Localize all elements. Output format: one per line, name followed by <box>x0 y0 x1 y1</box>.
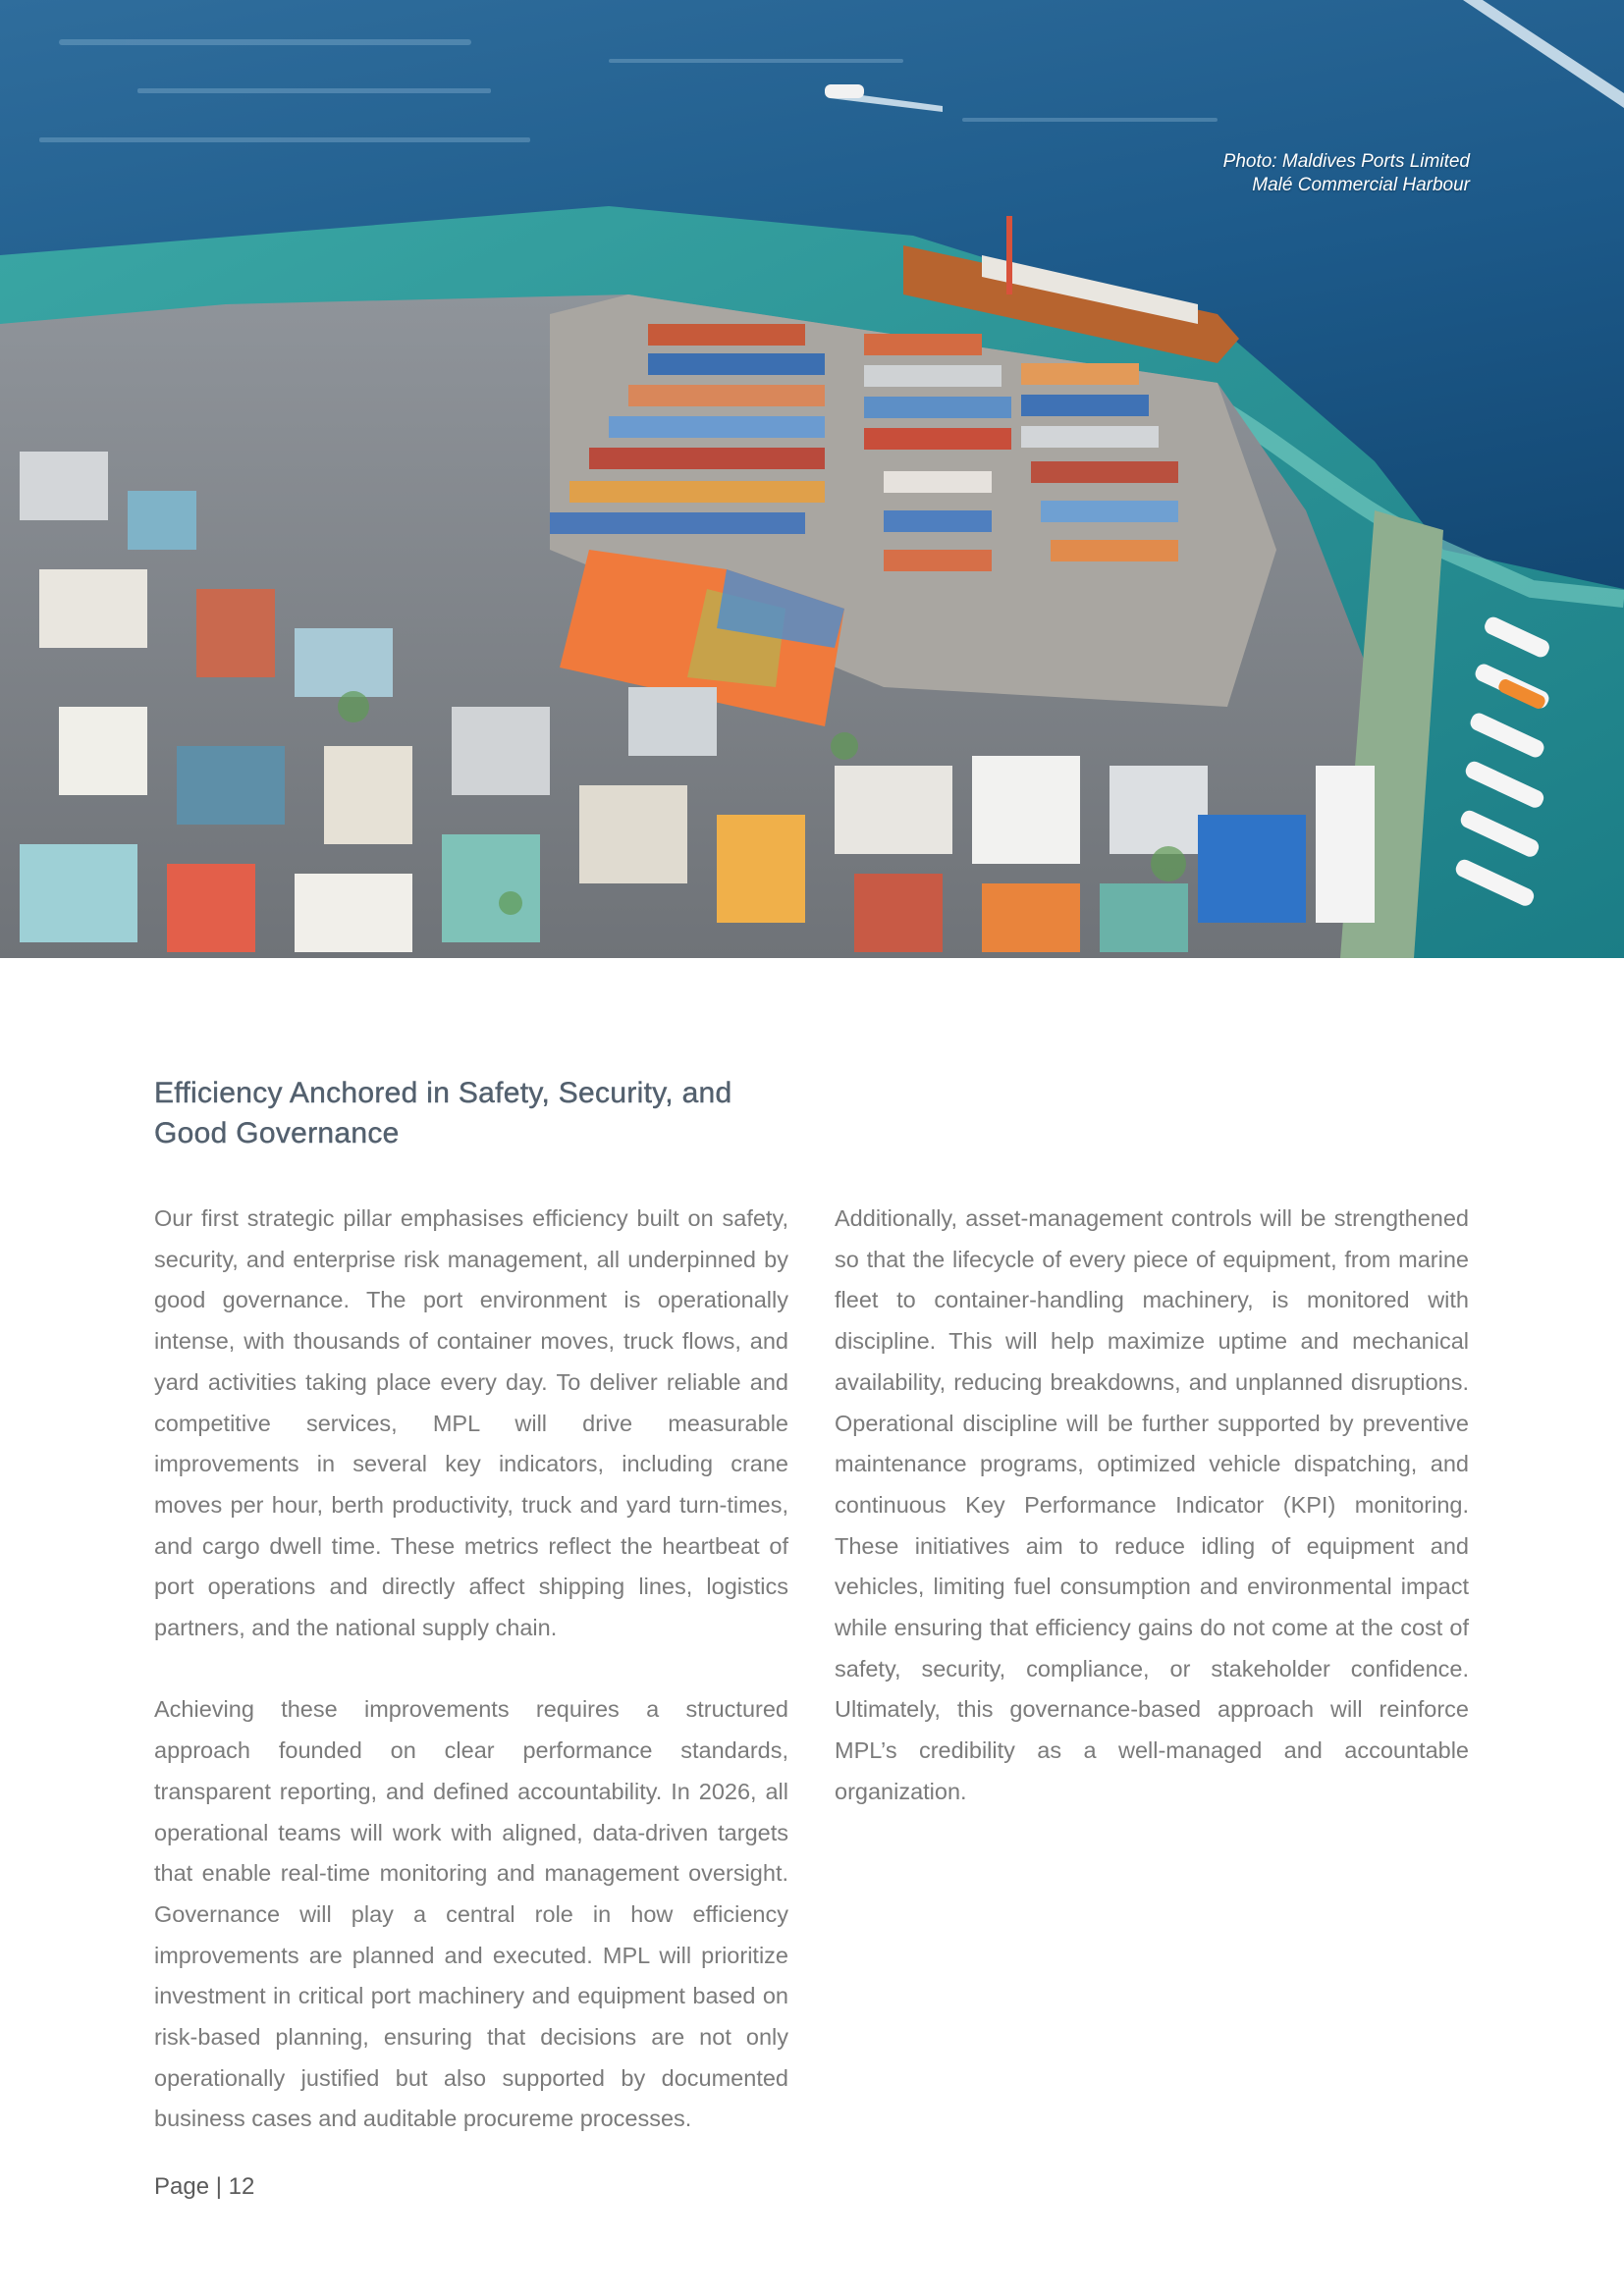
body-paragraph: Additionally, asset-management controls will be strengthened so that the lifecycle of every piece of equipment, from marine fleet to container-handling machinery, is monitored with discipline. This will help maximize uptime and mechanical availability, reducing breakdowns, and unplanned disruptions. Operational discipline will be further supported by preventive maintenance programs, optimized vehicle dispatching, and continuous Key Performance Indicator (KPI) monitoring. These initiatives aim to reduce idling of equipment and vehicles, limiting fuel consumption and environmental impact while ensuring that efficiency gains do not come at the cost of safety, security, compliance, or stakeholder confidence. Ultimately, this governance-based approach will reinforce MPL’s credibility as a well-managed and accountable organization. <box>835 1205 1469 1804</box>
photo-caption <box>1223 150 1470 197</box>
photo-caption-credit: Photo: Maldives Ports Limited <box>1222 151 1470 172</box>
section-heading: Efficiency Anchored in Safety, Security, and Good Governance <box>154 1077 732 1149</box>
page-number: Page | 12 <box>154 2173 255 2200</box>
harbour-aerial-photo <box>0 0 1624 958</box>
body-column-right <box>835 1199 1469 1813</box>
body-column-left <box>154 1199 788 2140</box>
photo-caption-location: Malé Commercial Harbour <box>1252 175 1470 195</box>
body-paragraph: Achieving these improvements requires a structured approach founded on clear performance standards, transparent reporting, and defined accountability. In 2026, all operational teams will work with aligned, data-driven targets that enable real-time monitoring and management oversight. Governance will play a central role in how efficiency improvements are planned and executed. MPL will prioritize investment in critical port machinery and equipment based on risk-based planning, ensuring that decisions are not only operationally justified but also supported by documented business cases and auditable procureme processes. <box>154 1696 788 2132</box>
body-paragraph: Our first strategic pillar emphasises efficiency built on safety, security, and enterprise risk management, all underpinned by good governance. The port environment is operationally intense, with thousands of container moves, truck flows, and yard activities taking place every day. To deliver reliable and competitive services, MPL will drive measurable improvements in several key indicators, including crane moves per hour, berth productivity, truck and yard turn-times, and cargo dwell time. These metrics reflect the heartbeat of port operations and directly affect shipping lines, logistics partners, and the national supply chain. <box>154 1205 788 1641</box>
harbour-photo-illustration <box>0 0 1624 958</box>
